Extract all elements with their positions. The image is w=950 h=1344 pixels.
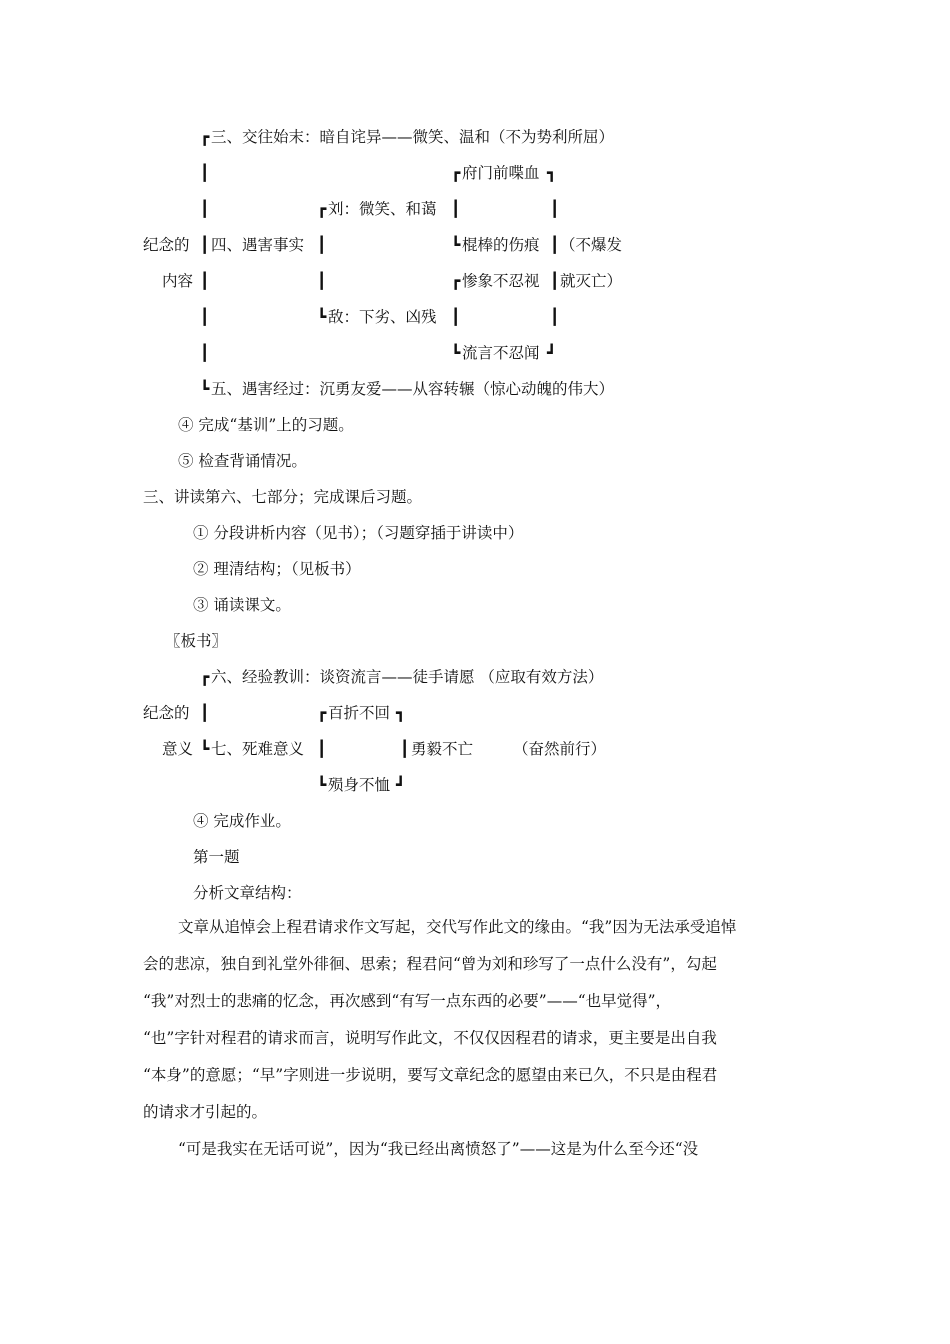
board-meaning-2: 勇毅不亡 [411,740,474,758]
bracket-line: ┃ [200,308,210,326]
paragraph-line: “也”字针对程君的请求而言，说明写作此文，不仅仅因程君的请求，更主要是出自我 [143,1029,717,1047]
bracket-line: ┃ [200,704,210,722]
board-meaning-label: 意义 [162,740,194,758]
board-label: 〖板书〗 [165,632,228,650]
board-consequence-3: 惨象不忍视 [462,272,540,290]
bracket-open: ┏ [451,164,461,182]
board-memorial-label: 纪念的 [143,236,190,254]
paragraph-line: 会的悲凉，独自到礼堂外徘徊、思索；程君问“曾为刘和珍写了一点什么没有”，勾起 [143,955,717,973]
board-meaning-1: 百折不回 [328,704,391,722]
bracket-open: ┏ [317,704,327,722]
bracket-close: ┓ [396,704,406,722]
board-item-4: 四、遇害事实 [211,236,305,254]
bracket-line: ┃ [550,272,560,290]
bracket-open-top: ┏ [200,128,210,146]
board-consequence-1: 府门前喋血 [462,164,540,182]
bracket-open-top: ┏ [200,668,210,686]
board-enemy: 敌：下劣、凶残 [328,308,437,326]
board-note-b: 就灭亡） [560,272,623,290]
paragraph-line: 的请求才引起的。 [143,1103,268,1121]
bracket-close-right: ┛ [396,776,406,794]
bracket-close: ┓ [547,164,557,182]
section-3-heading: 三、讲读第六、七部分；完成课后习题。 [143,488,423,506]
bracket-close-bottom: ┗ [200,740,210,758]
bracket-line: ┃ [550,308,560,326]
section-3-step-1: ① 分段讲析内容（见书）；（习题穿插于讲读中） [193,524,524,542]
board-consequence-2: 棍棒的伤痕 [462,236,540,254]
paragraph-line: “我”对烈士的悲痛的忆念，再次感到“有写一点东西的必要”——“也早觉得”， [143,992,672,1010]
bracket-line: ┃ [400,740,410,758]
paragraph-line: 文章从追悼会上程君请求作文写起，交代写作此文的缘由。“我”因为无法承受追悼 [178,918,737,936]
board-item-3: 三、交往始末：暗自诧异——微笑、温和（不为势利所屈） [211,128,615,146]
bracket-line: ┃ [200,200,210,218]
bracket-line: ┃ [317,272,327,290]
bracket-close-left: ┗ [451,344,461,362]
paragraph-line: “本身”的意愿；“早”字则进一步说明，要写文章纪念的愿望由来已久，不只是由程君 [143,1066,718,1084]
board-content-label: 内容 [162,272,194,290]
bracket-close-left: ┗ [317,308,327,326]
board-consequence-4: 流言不忍闻 [462,344,540,362]
bracket-line: ┃ [200,236,210,254]
board-bottom-note: （奋然前行） [513,740,607,758]
paragraph-line: “可是我实在无话可说”，因为“我已经出离愤怒了”——这是为什么至今还“没 [178,1140,699,1158]
board-meaning-3: 殒身不恤 [328,776,391,794]
bracket-line: ┃ [451,308,461,326]
board-item-6: 六、经验教训：谈资流言——徒手请愿 （应取有效方法） [211,668,604,686]
question-1-label: 第一题 [193,848,240,866]
board-item-5: 五、遇害经过：沉勇友爱——从容转辗（惊心动魄的伟大） [211,380,615,398]
bracket-line: ┃ [317,236,327,254]
bracket-line: ┃ [550,236,560,254]
bracket-close-right: ┛ [547,344,557,362]
bracket-close-bottom: ┗ [200,380,210,398]
bracket-close-left: ┗ [451,236,461,254]
bracket-line: ┃ [451,200,461,218]
step-5-recitation: ⑤ 检查背诵情况。 [178,452,307,470]
step-4-homework: ④ 完成作业。 [193,812,291,830]
bracket-line: ┃ [317,740,327,758]
bracket-line: ┃ [200,272,210,290]
bracket-close-left: ┗ [317,776,327,794]
section-3-step-2: ② 理清结构；（见板书） [193,560,361,578]
board-note-a: （不爆发 [560,236,623,254]
question-1-subtitle: 分析文章结构： [193,884,302,902]
bracket-line: ┃ [550,200,560,218]
section-3-step-3: ③ 诵读课文。 [193,596,291,614]
bracket-line: ┃ [200,164,210,182]
board-memorial-label: 纪念的 [143,704,190,722]
bracket-open: ┏ [451,272,461,290]
step-4-exercises: ④ 完成“基训”上的习题。 [178,416,354,434]
bracket-open: ┏ [317,200,327,218]
board-liu: 刘：微笑、和蔼 [328,200,437,218]
board-item-7: 七、死难意义 [211,740,305,758]
bracket-line: ┃ [200,344,210,362]
